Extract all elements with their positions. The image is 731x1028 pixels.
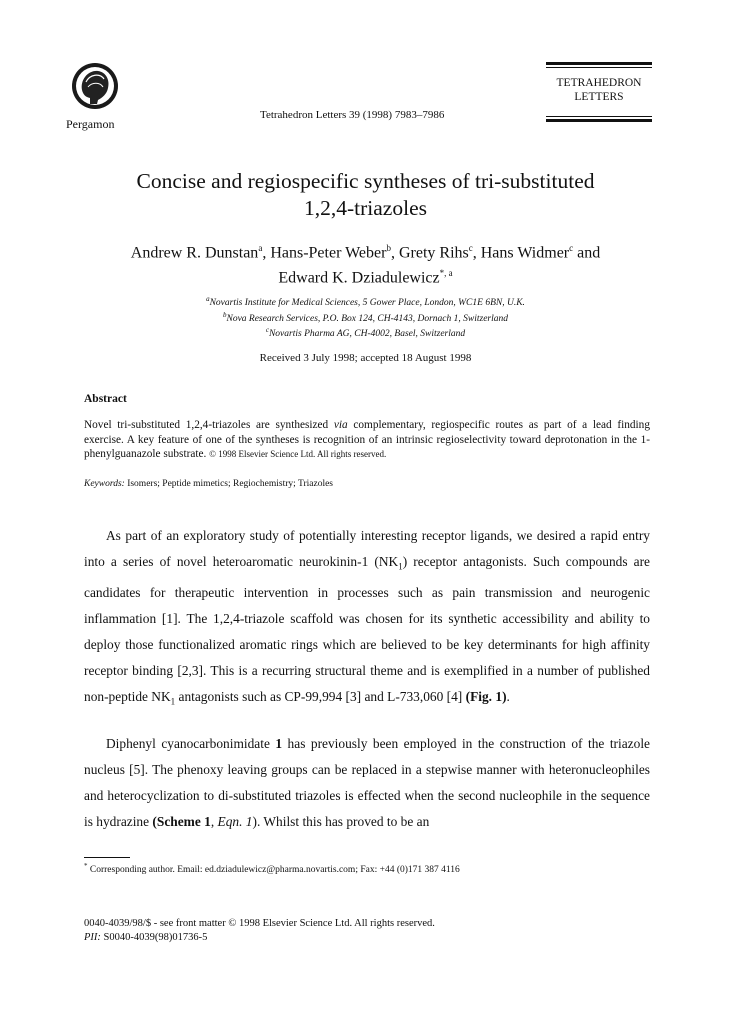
footnote-mark: * <box>84 862 88 870</box>
abstract-copyright: © 1998 Elsevier Science Ltd. All rights reserved. <box>209 449 387 459</box>
body-paragraph-1 <box>84 523 650 714</box>
subscript: 1 <box>398 561 403 572</box>
author-affiliation-mark: *, a <box>439 268 453 279</box>
article-title <box>60 168 671 222</box>
pii-value: S0040-4039(98)01736-5 <box>100 932 208 943</box>
affiliation-mark: b <box>222 310 227 319</box>
affiliation-mark: c <box>265 326 269 335</box>
journal-name <box>546 68 652 116</box>
rule <box>546 116 652 117</box>
author-separator: , <box>262 244 271 262</box>
journal-name-line: TETRAHEDRON <box>556 77 642 89</box>
affiliations <box>60 294 671 341</box>
author-name: Hans Widmer <box>480 244 570 262</box>
abstract-heading: Abstract <box>84 393 127 405</box>
pii-label: PII: <box>84 932 101 943</box>
author-affiliation-mark: b <box>386 243 391 253</box>
body-paragraph-2 <box>84 731 650 835</box>
figure-reference: (Fig. 1) <box>465 688 507 704</box>
publisher-logo <box>70 60 120 112</box>
author-separator: , <box>472 244 481 262</box>
abstract-italic: via <box>333 419 348 431</box>
received-dates: Received 3 July 1998; accepted 18 August 1998 <box>259 352 472 364</box>
body-text: ). Whilst this has proved to be an <box>252 814 430 829</box>
author-name: Hans-Peter Weber <box>270 244 387 262</box>
affiliation-text: Nova Research Services, P.O. Box 124, CH-4143, Dornach 1, Switzerland <box>226 313 509 324</box>
author-affiliation-mark: c <box>569 243 574 253</box>
author-name: Edward K. Dziadulewicz <box>278 269 440 287</box>
body-text: antagonists such as CP-99,994 [3] and L-733,060 [4] <box>175 688 466 704</box>
affiliation <box>60 310 671 326</box>
rule <box>546 62 652 65</box>
abstract-text-part: complementary, regiospecific routes as part of a lead finding exercise. A key feature of one of the syntheses is recognition of an intrinsic regioselectivity toward deprotonation in the 1-phenylguanazole substrate. <box>84 419 650 460</box>
abstract-text-part: Novel tri-substituted 1,2,4-triazoles are synthesized <box>84 419 334 431</box>
footnote-rule <box>84 857 130 858</box>
body-text: has previously been employed in the construction of the triazole nucleus [5]. The phenoxy leaving groups can be replaced in a stepwise manner with heteronucleophiles and heterocyclization to di-substituted triazoles is effected when the second nucleophile in the sequence is hydrazine <box>84 736 650 829</box>
author-separator: and <box>573 244 601 262</box>
subscript: 1 <box>170 696 176 707</box>
affiliation-text: Novartis Pharma AG, CH-4002, Basel, Switzerland <box>268 329 466 340</box>
author-name: Grety Rihs <box>398 244 469 262</box>
keywords <box>84 479 333 489</box>
keywords-list: Isomers; Peptide mimetics; Regiochemistry; Triazoles <box>124 479 333 489</box>
journal-citation: Tetrahedron Letters 39 (1998) 7983–7986 <box>260 109 445 121</box>
body-text: Diphenyl cyanocarbonimidate <box>106 736 276 751</box>
author-name: Andrew R. Dunstan <box>130 244 259 262</box>
body-text: . <box>506 688 510 704</box>
publisher-name: Pergamon <box>66 117 115 131</box>
author-separator: , <box>390 244 399 262</box>
affiliation-text: Novartis Institute for Medical Sciences, 5 Gower Place, London, WC1E 6BN, U.K. <box>209 298 525 309</box>
title-line: 1,2,4-triazoles <box>304 196 427 220</box>
affiliation <box>60 325 671 341</box>
equation-reference: Eqn. 1 <box>217 814 253 829</box>
body-text: , <box>210 814 218 829</box>
affiliation-mark: a <box>206 295 210 303</box>
scheme-reference: (Scheme 1 <box>152 814 211 829</box>
footnote <box>84 862 460 875</box>
author-affiliation-mark: a <box>258 243 263 253</box>
body-text: ) receptor antagonists. Such compounds are candidates for therapeutic intervention in processes such as pain transmission and neurogenic inflammation [1]. The 1,2,4-triazole scaffold was chosen for its synthetic accessibility and ability to deploy those functionalized aromatic rings which are believed to be key determinants for high affinity receptor binding [2,3]. This is a recurring structural theme and is exemplified in a number of published non-peptide NK <box>84 554 651 704</box>
rule <box>546 119 652 122</box>
compound-number: 1 <box>275 736 283 751</box>
body-text: As part of an exploratory study of potentially interesting receptor ligands, we desired a rapid entry into a series of novel heteroaromatic neurokinin-1 (NK <box>84 528 650 569</box>
affiliation <box>60 294 671 310</box>
author-list <box>60 238 671 289</box>
title-line: Concise and regiospecific syntheses of tri-substituted <box>136 169 595 193</box>
keywords-label: Keywords: <box>84 479 125 489</box>
journal-title-box <box>546 62 652 122</box>
footnote-text: Corresponding author. Email: ed.dziadulewicz@pharma.novartis.com; Fax: +44 (0)171 387 4116 <box>87 865 460 876</box>
pii-line <box>84 932 207 943</box>
abstract-text <box>84 418 650 462</box>
journal-name-line: LETTERS <box>574 91 624 103</box>
author-affiliation-mark: c <box>468 243 473 253</box>
issn-line: 0040-4039/98/$ - see front matter © 1998 Elsevier Science Ltd. All rights reserved. <box>84 918 435 929</box>
